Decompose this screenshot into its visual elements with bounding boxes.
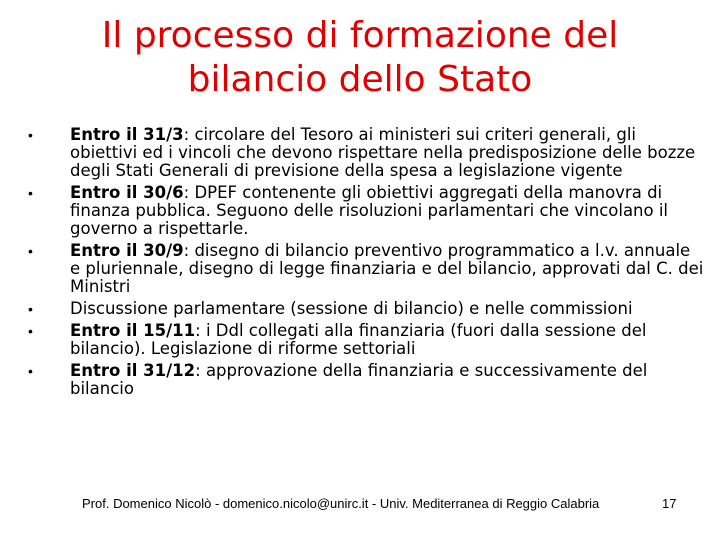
bullet-icon: • bbox=[28, 185, 33, 201]
bullet-text: : circolare del Tesoro ai ministeri sui criteri generali, gli obiettivi ed i vincoli che devono rispettare nella predisposizione delle bozze degli Stati Generali di previsione della spesa a legislazione vigente bbox=[70, 125, 696, 180]
bullet-lead: Entro il 31/12 bbox=[70, 361, 196, 380]
bullet-lead: Entro il 31/3 bbox=[70, 125, 184, 144]
bullet-item bbox=[24, 242, 704, 296]
slide-title-line-2: bilancio dello Stato bbox=[187, 59, 533, 100]
bullet-icon: • bbox=[28, 127, 33, 143]
slide-title-line-1: Il processo di formazione del bbox=[101, 15, 619, 56]
page-number: 17 bbox=[662, 496, 677, 511]
bullet-item bbox=[24, 322, 704, 358]
slide-title bbox=[60, 14, 660, 102]
bullet-item bbox=[24, 184, 704, 238]
bullet-text: : disegno di bilancio preventivo programmatico a l.v. annuale e pluriennale, disegno di legge finanziaria e del bilancio, approvati dal C. dei Ministri bbox=[70, 241, 704, 296]
bullet-text: : i Ddl collegati alla finanziaria (fuori dalla sessione del bilancio). Legislazione di riforme settoriali bbox=[70, 321, 647, 358]
bullet-item bbox=[24, 300, 704, 318]
bullet-item bbox=[24, 362, 704, 398]
bullet-icon: • bbox=[28, 301, 33, 317]
bullet-text: : approvazione della finanziaria e successivamente del bilancio bbox=[70, 361, 648, 398]
bullet-text: : DPEF contenente gli obiettivi aggregati della manovra di finanza pubblica. Seguono delle risoluzioni parlamentari che vincolano il governo a rispettarle. bbox=[70, 183, 669, 238]
slide-footer: Prof. Domenico Nicolò - domenico.nicolo@unirc.it - Univ. Mediterranea di Reggio Calabria bbox=[82, 496, 600, 511]
bullet-icon: • bbox=[28, 243, 33, 259]
bullet-lead: Entro il 30/6 bbox=[70, 183, 184, 202]
bullet-item bbox=[24, 126, 704, 180]
bullet-lead: Entro il 15/11 bbox=[70, 321, 196, 340]
bullet-icon: • bbox=[28, 363, 33, 379]
bullet-text: Discussione parlamentare (sessione di bilancio) e nelle commissioni bbox=[70, 299, 633, 318]
bullet-list bbox=[24, 126, 704, 402]
bullet-icon: • bbox=[28, 323, 33, 339]
bullet-lead: Entro il 30/9 bbox=[70, 241, 184, 260]
